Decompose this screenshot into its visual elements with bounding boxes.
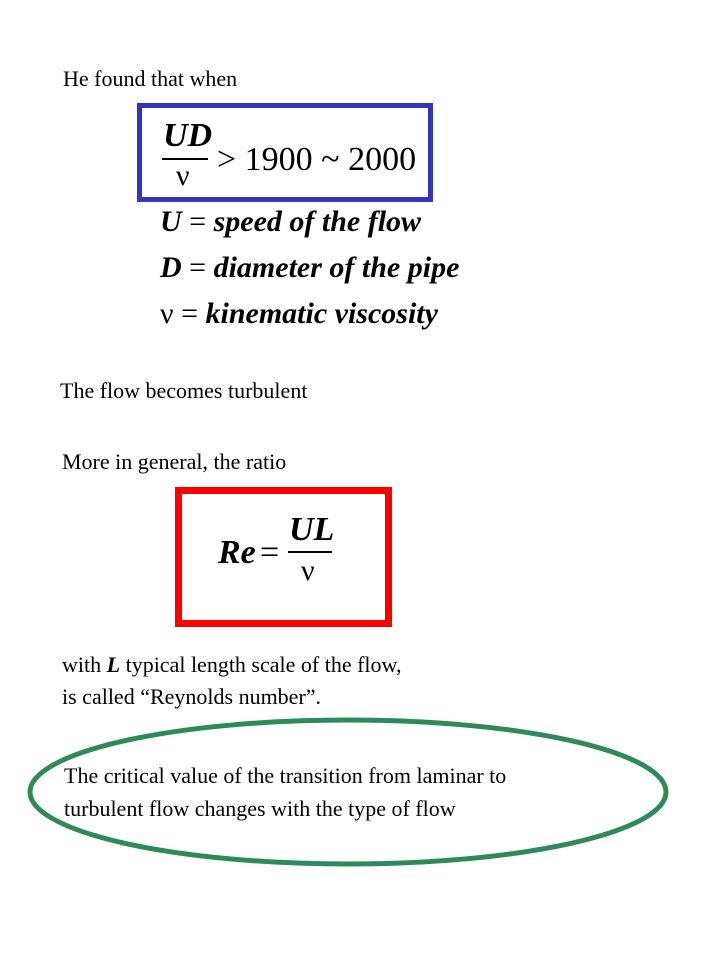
criterion-relation: > 1900 ~ 2000 — [217, 141, 417, 178]
general-text: More in general, the ratio — [62, 449, 287, 474]
reynolds-fraction-bar — [288, 551, 332, 553]
definition-symbol: D — [160, 251, 182, 284]
with-line — [62, 652, 402, 678]
definition-speed — [160, 205, 421, 239]
with-suffix: typical length scale of the flow, — [125, 652, 402, 677]
intro-text: He found that when — [63, 66, 238, 91]
called-text: is called “Reynolds number”. — [62, 684, 322, 709]
criterion-denominator: ν — [176, 159, 190, 192]
definition-viscosity — [160, 297, 438, 331]
reynolds-box — [175, 487, 392, 627]
note-ellipse — [27, 717, 669, 867]
definition-diameter — [160, 251, 459, 285]
definition-equals: = — [181, 297, 198, 330]
note-line-2: turbulent flow changes with the type of flow — [64, 796, 456, 821]
reynolds-numerator: UL — [289, 511, 335, 548]
definition-text: speed of the flow — [213, 205, 422, 238]
length-symbol: L — [106, 652, 121, 677]
reynolds-denominator: ν — [301, 554, 315, 587]
reynolds-equals: = — [260, 534, 280, 571]
note-line-1: The critical value of the transition from laminar to — [64, 763, 507, 788]
definition-equals: = — [189, 251, 207, 284]
definition-text: kinematic viscosity — [205, 297, 438, 330]
turbulent-text: The flow becomes turbulent — [60, 378, 308, 403]
definition-symbol: U — [160, 205, 182, 238]
definition-equals: = — [189, 205, 207, 238]
criterion-numerator: UD — [163, 117, 213, 154]
definition-text: diameter of the pipe — [213, 251, 460, 284]
definition-symbol: ν — [160, 297, 174, 330]
with-prefix: with — [62, 652, 102, 677]
reynolds-lhs: Re — [218, 534, 256, 571]
